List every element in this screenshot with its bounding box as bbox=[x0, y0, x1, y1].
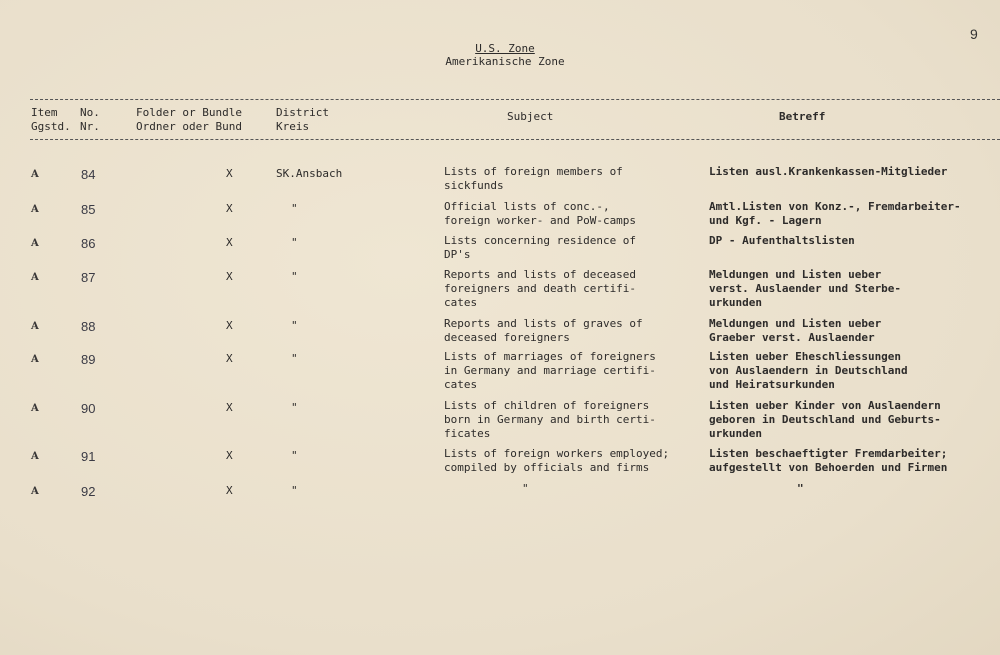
row-folder-mark: X bbox=[226, 236, 233, 249]
row-betreff: DP - Aufenthaltslisten bbox=[709, 234, 855, 247]
zone-title-en: U.S. Zone bbox=[475, 42, 535, 55]
row-betreff: Amtl.Listen von Konz.-, Fremdarbeiter- und Kgf. - Lagern bbox=[709, 200, 961, 227]
header-folder: Folder or Bundle Ordner oder Bund bbox=[136, 106, 242, 133]
row-item: A bbox=[31, 403, 39, 414]
row-subject: Official lists of conc.-, foreign worker- and PoW-camps bbox=[444, 200, 637, 227]
row-number: 85 bbox=[81, 202, 96, 217]
row-number: 88 bbox=[81, 319, 96, 334]
row-folder-mark: X bbox=[226, 270, 233, 283]
row-subject: Reports and lists of deceased foreigners and death certifi- cates bbox=[444, 268, 637, 309]
row-betreff: Listen ueber Kinder von Auslaendern geboren in Deutschland und Geburts- urkunden bbox=[709, 399, 941, 440]
header-no: No. Nr. bbox=[80, 106, 100, 133]
row-item: A bbox=[31, 354, 39, 365]
header-item: Item Ggstd. bbox=[31, 106, 71, 133]
row-item: A bbox=[31, 169, 39, 180]
row-subject: " bbox=[522, 482, 529, 495]
row-folder-mark: X bbox=[226, 202, 233, 215]
row-number: 91 bbox=[81, 449, 96, 464]
row-subject: Reports and lists of graves of deceased foreigners bbox=[444, 317, 643, 344]
row-subject: Lists of children of foreigners born in Germany and birth certi- ficates bbox=[444, 399, 656, 440]
header-district: District Kreis bbox=[276, 106, 329, 133]
row-item: A bbox=[31, 238, 39, 249]
row-district: " bbox=[291, 401, 298, 414]
row-betreff: Listen ausl.Krankenkassen-Mitglieder bbox=[709, 165, 948, 178]
row-item: A bbox=[31, 272, 39, 283]
header-bottom-rule bbox=[30, 139, 1000, 140]
row-district: " bbox=[291, 484, 298, 497]
row-betreff: " bbox=[797, 482, 804, 495]
header-top-rule bbox=[30, 99, 1000, 100]
row-number: 89 bbox=[81, 352, 96, 367]
row-district: " bbox=[291, 352, 298, 365]
row-folder-mark: X bbox=[226, 167, 233, 180]
row-district: " bbox=[291, 202, 298, 215]
row-number: 86 bbox=[81, 236, 96, 251]
row-betreff: Listen beschaeftigter Fremdarbeiter; aufgestellt von Behoerden und Firmen bbox=[709, 447, 948, 474]
row-folder-mark: X bbox=[226, 319, 233, 332]
row-subject: Lists concerning residence of DP's bbox=[444, 234, 637, 261]
zone-title-de: Amerikanische Zone bbox=[445, 55, 565, 68]
row-folder-mark: X bbox=[226, 401, 233, 414]
row-item: A bbox=[31, 321, 39, 332]
header-subject: Subject bbox=[507, 110, 554, 123]
row-subject: Lists of foreign members of sickfunds bbox=[444, 165, 623, 192]
row-betreff: Meldungen und Listen ueber verst. Auslaender und Sterbe- urkunden bbox=[709, 268, 902, 309]
row-betreff: Listen ueber Eheschliessungen von Auslaendern in Deutschland und Heiratsurkunden bbox=[709, 350, 908, 391]
row-number: 84 bbox=[81, 167, 96, 182]
page-number: 9 bbox=[970, 26, 978, 42]
row-item: A bbox=[31, 451, 39, 462]
row-folder-mark: X bbox=[226, 484, 233, 497]
row-item: A bbox=[31, 204, 39, 215]
row-betreff: Meldungen und Listen ueber Graeber verst. Auslaender bbox=[709, 317, 882, 344]
header-betreff: Betreff bbox=[779, 110, 826, 123]
row-item: A bbox=[31, 486, 39, 497]
row-number: 92 bbox=[81, 484, 96, 499]
row-district: " bbox=[291, 236, 298, 249]
row-folder-mark: X bbox=[226, 449, 233, 462]
row-district: " bbox=[291, 319, 298, 332]
row-district: SK.Ansbach bbox=[276, 167, 343, 180]
row-district: " bbox=[291, 270, 298, 283]
row-subject: Lists of foreign workers employed; compiled by officials and firms bbox=[444, 447, 670, 474]
row-folder-mark: X bbox=[226, 352, 233, 365]
row-district: " bbox=[291, 449, 298, 462]
row-number: 87 bbox=[81, 270, 96, 285]
row-subject: Lists of marriages of foreigners in Germany and marriage certifi- cates bbox=[444, 350, 656, 391]
zone-title bbox=[440, 42, 570, 68]
row-number: 90 bbox=[81, 401, 96, 416]
